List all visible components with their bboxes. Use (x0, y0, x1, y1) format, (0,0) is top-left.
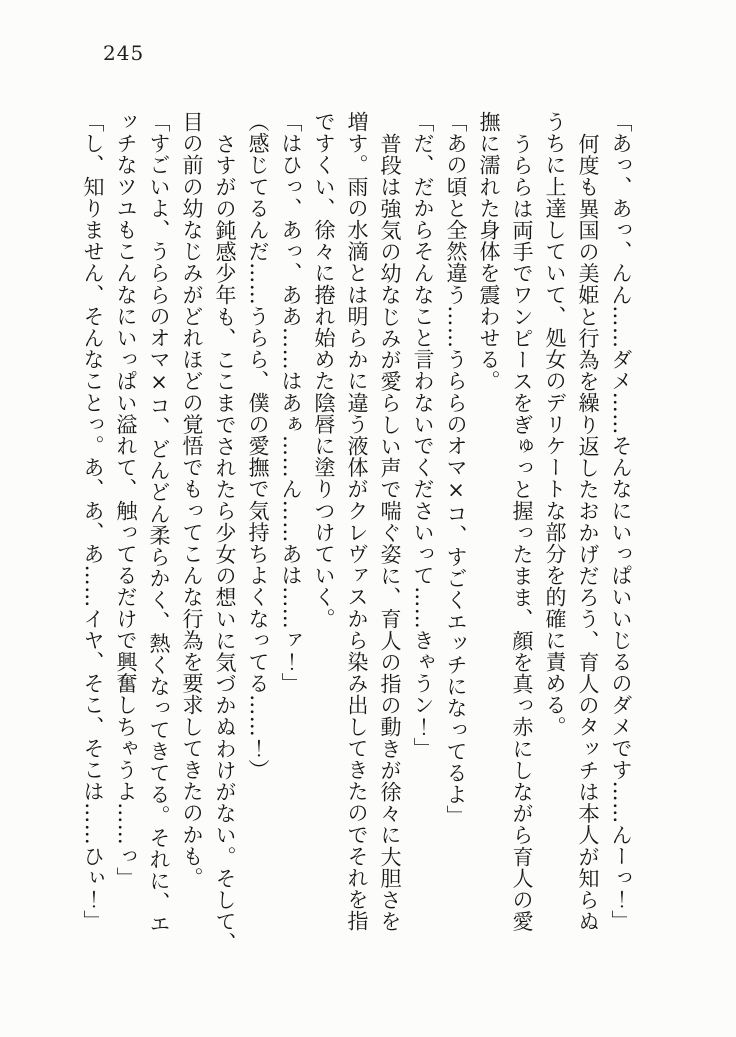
text-line: 「だ、だからそんなこと言わないでくださいって……きゃうン！」 (411, 111, 435, 759)
text-line: さすがの鈍感少年も、ここまでされたら少女の想いに気づかぬわけがない。そして、 (213, 133, 237, 954)
text-line: 「あの頃と全然違う……うららのオマ×コ、すごくエッチになってるよ」 (444, 111, 468, 827)
text-line: ッチなツユもこんなにいっぱい溢れて、触ってるだけで興奮しちゃうよ……っ」 (114, 111, 138, 889)
text-line: 何度も異国の美姫と行為を繰り返したおかげだろう、育人のタッチは本人が知らぬ (576, 133, 600, 933)
text-line: 撫に濡れた身体を震わせる。 (477, 111, 501, 392)
text-line: うららは両手でワンピースをぎゅっと握ったまま、顔を真っ赤にしながら育人の愛 (510, 133, 534, 933)
text-line: 「すごいよ、うららのオマ×コ、どんどん柔らかく、熱くなってきてる。それに、エ (147, 111, 171, 935)
text-line: ですくい、徐々に捲れ始めた陰唇に塗りつけていく。 (312, 111, 336, 630)
text-line: 「あっ、あっ、んん……ダメ……そんなにいっぱいいじるのダメです……んーっ！」 (609, 111, 633, 932)
text-line: うちに上達していて、処女のデリケートな部分を的確に責める。 (543, 111, 567, 738)
text-line: 目の前の幼なじみがどれほどの覚悟でもってこんな行為を要求してきたのかも。 (180, 111, 204, 889)
text-line: 増す。雨の水滴とは明らかに違う液体がクレヴァスから染み出してきたのでそれを指 (345, 111, 369, 932)
text-line: （感じてるんだ……うらら、僕の愛撫で気持ちよくなってる……！） (246, 111, 270, 781)
page-number: 245 (103, 41, 145, 65)
text-line: 普段は強気の幼なじみが愛らしい声で喘ぐ姿に、育人の指の動きが徐々に大胆さを (378, 133, 402, 933)
vertical-text-block (76, 111, 637, 971)
text-line: 「し、知りません、そんなことっ。あ、あ、あ……イヤ、そこ、そこは……ひぃ！」 (81, 111, 105, 932)
text-line: 「はひっ、あっ、ああ……はあぁ……ん……あは……ァ！」 (279, 111, 303, 695)
